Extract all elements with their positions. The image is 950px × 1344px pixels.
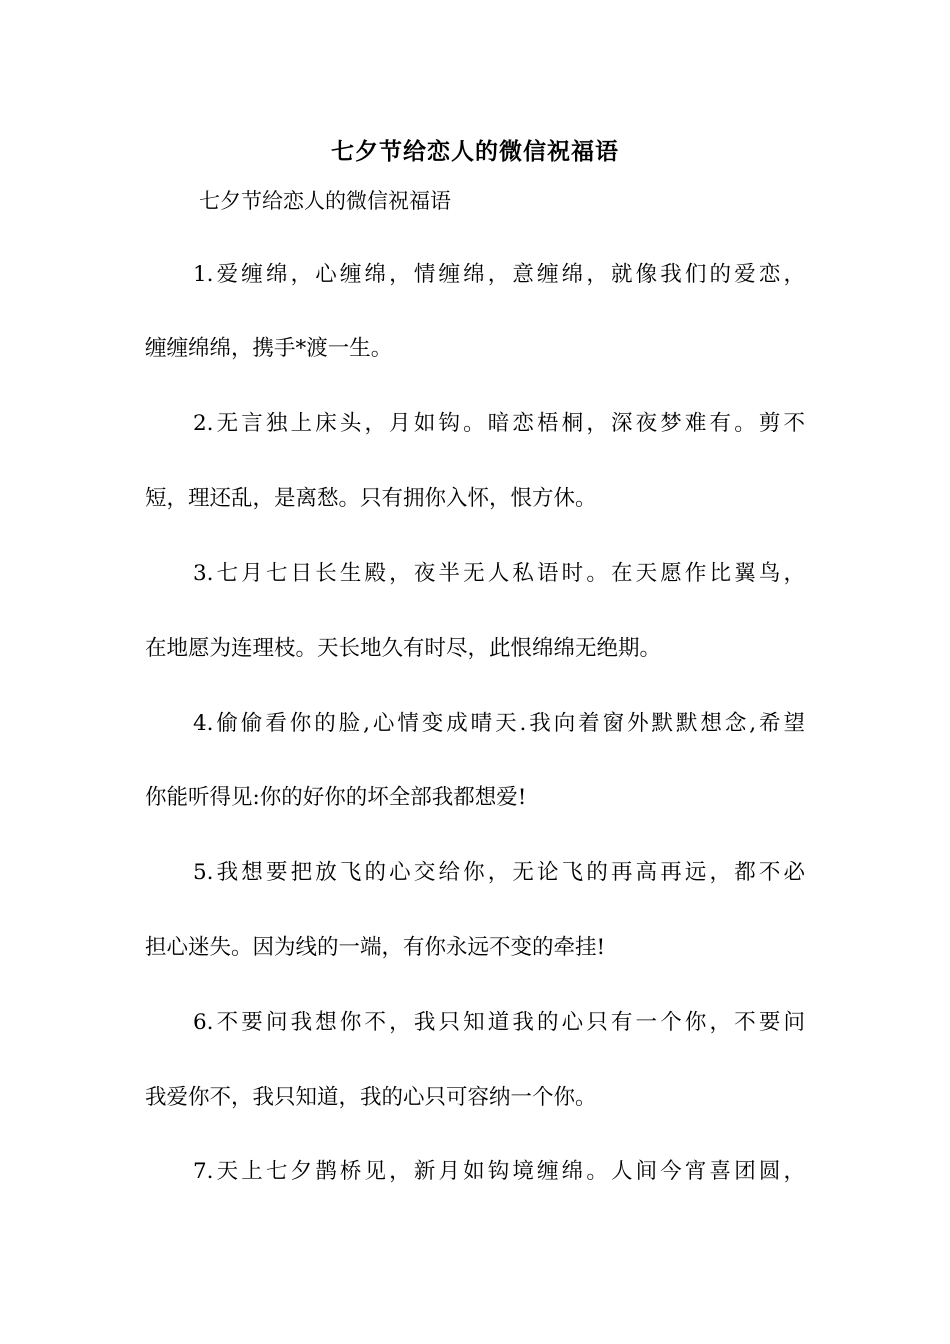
document-subtitle: 七夕节给恋人的微信祝福语 — [199, 189, 451, 213]
paragraph-6-line-1: 6.不要问我想你不，我只知道我的心只有一个你，不要问 — [193, 1010, 805, 1035]
paragraph-1-line-1: 1.爱缠绵，心缠绵，情缠绵，意缠绵，就像我们的爱恋， — [193, 262, 805, 287]
paragraph-2-line-2: 短，理还乱，是离愁。只有拥你入怀，恨方休。 — [145, 486, 597, 511]
paragraph-6-line-2: 我爱你不，我只知道，我的心只可容纳一个你。 — [145, 1085, 597, 1110]
paragraph-5-line-1: 5.我想要把放飞的心交给你，无论飞的再高再远，都不必 — [193, 860, 805, 885]
paragraph-4-line-2: 你能听得见:你的好你的坏全部我都想爱! — [145, 785, 527, 810]
paragraph-3-line-1: 3.七月七日长生殿，夜半无人私语时。在天愿作比翼鸟， — [193, 561, 805, 586]
paragraph-1-line-2: 缠缠绵绵，携手*渡一生。 — [145, 336, 393, 361]
paragraph-5-line-2: 担心迷失。因为线的一端，有你永远不变的牵挂! — [145, 935, 606, 960]
paragraph-3-line-2: 在地愿为连理枝。天长地久有时尽，此恨绵绵无绝期。 — [145, 636, 662, 661]
paragraph-2-line-1: 2.无言独上床头，月如钩。暗恋梧桐，深夜梦难有。剪不 — [193, 411, 805, 436]
paragraph-4-line-1: 4.偷偷看你的脸,心情变成晴天.我向着窗外默默想念,希望 — [193, 711, 805, 736]
paragraph-7-line-1: 7.天上七夕鹊桥见，新月如钩境缠绵。人间今宵喜团圆， — [193, 1159, 805, 1184]
document-title: 七夕节给恋人的微信祝福语 — [331, 138, 619, 165]
